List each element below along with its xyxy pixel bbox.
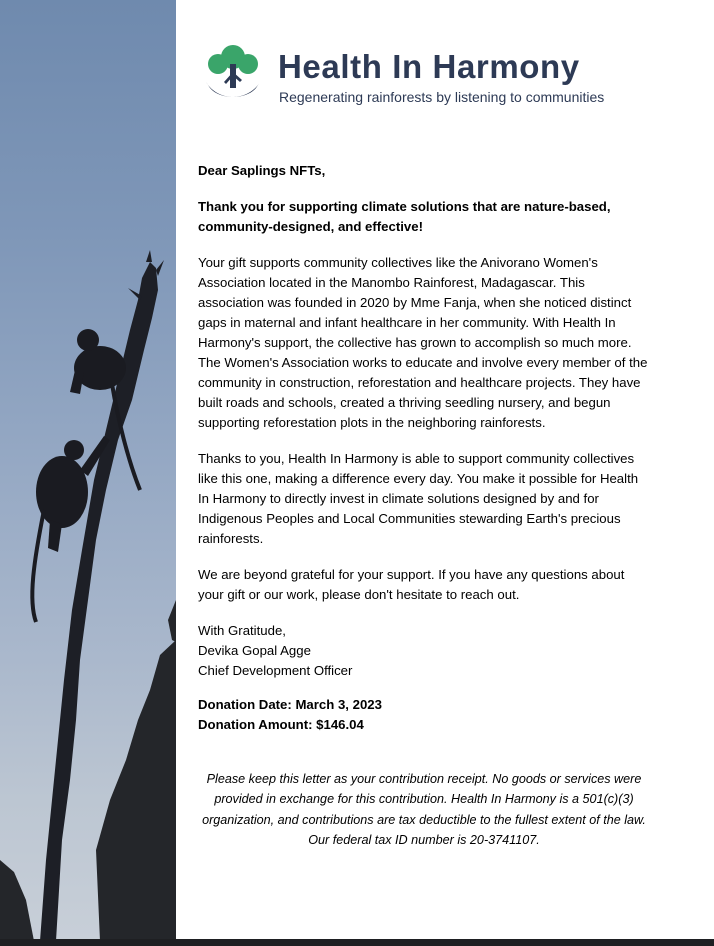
signer-name: Devika Gopal Agge bbox=[198, 643, 311, 658]
tree-logo-icon bbox=[202, 42, 264, 104]
donation-amount: Donation Amount: $146.04 bbox=[198, 717, 364, 732]
organization-tagline: Regenerating rainforests by listening to communities bbox=[279, 89, 605, 105]
organization-name: Health In Harmony bbox=[278, 48, 580, 85]
monkeys-on-tree-photo bbox=[0, 0, 176, 941]
letter-body bbox=[198, 161, 650, 735]
paragraph-3: We are beyond grateful for your support. If you have any questions about your gift or our work, please don't hesitate to reach out. bbox=[198, 567, 625, 602]
closing: With Gratitude, bbox=[198, 623, 286, 638]
donation-date: Donation Date: March 3, 2023 bbox=[198, 697, 382, 712]
thank-you-heading: Thank you for supporting climate solutions that are nature-based, community-designed, and effective! bbox=[198, 199, 611, 234]
receipt-line-4: Our federal tax ID number is 20-3741107. bbox=[308, 832, 540, 847]
receipt-note bbox=[198, 769, 650, 850]
organization-logo bbox=[202, 42, 622, 108]
donation-info bbox=[198, 695, 650, 735]
receipt-line-1: Please keep this letter as your contribution receipt. No goods or services were bbox=[206, 772, 642, 786]
paragraph-2: Thanks to you, Health In Harmony is able to support community collectives like this one, making a difference every day. You make it possible for Health In Harmony to directly invest in climate solutions designed by and for Indigenous Peoples and Local Communities stewarding Earth's precious rainforests. bbox=[198, 451, 639, 546]
receipt-line-3: organization, and contributions are tax deductible to the fullest extent of the law. bbox=[202, 812, 646, 827]
paragraph-1: Your gift supports community collectives like the Anivorano Women's Association located in the Manombo Rainforest, Madagascar. This association was founded in 2020 by Mme Fanja, when she noticed distinct gaps in maternal and infant healthcare in her community. With Health In Harmony's support, the collective has grown to accomplish so much more. The Women's Association works to educate and involve every member of the community in construction, reforestation and healthcare projects. They have built roads and schools, created a thriving seedling nursery, and begun supporting reforestation plots in the neighboring rainforests. bbox=[198, 255, 648, 430]
salutation: Dear Saplings NFTs, bbox=[198, 163, 326, 178]
receipt-line-2: provided in exchange for this contribution. Health In Harmony is a 501(c)(3) bbox=[214, 792, 634, 807]
bottom-edge-bar bbox=[0, 939, 714, 946]
signer-title: Chief Development Officer bbox=[198, 663, 353, 678]
signature-block bbox=[198, 621, 650, 681]
